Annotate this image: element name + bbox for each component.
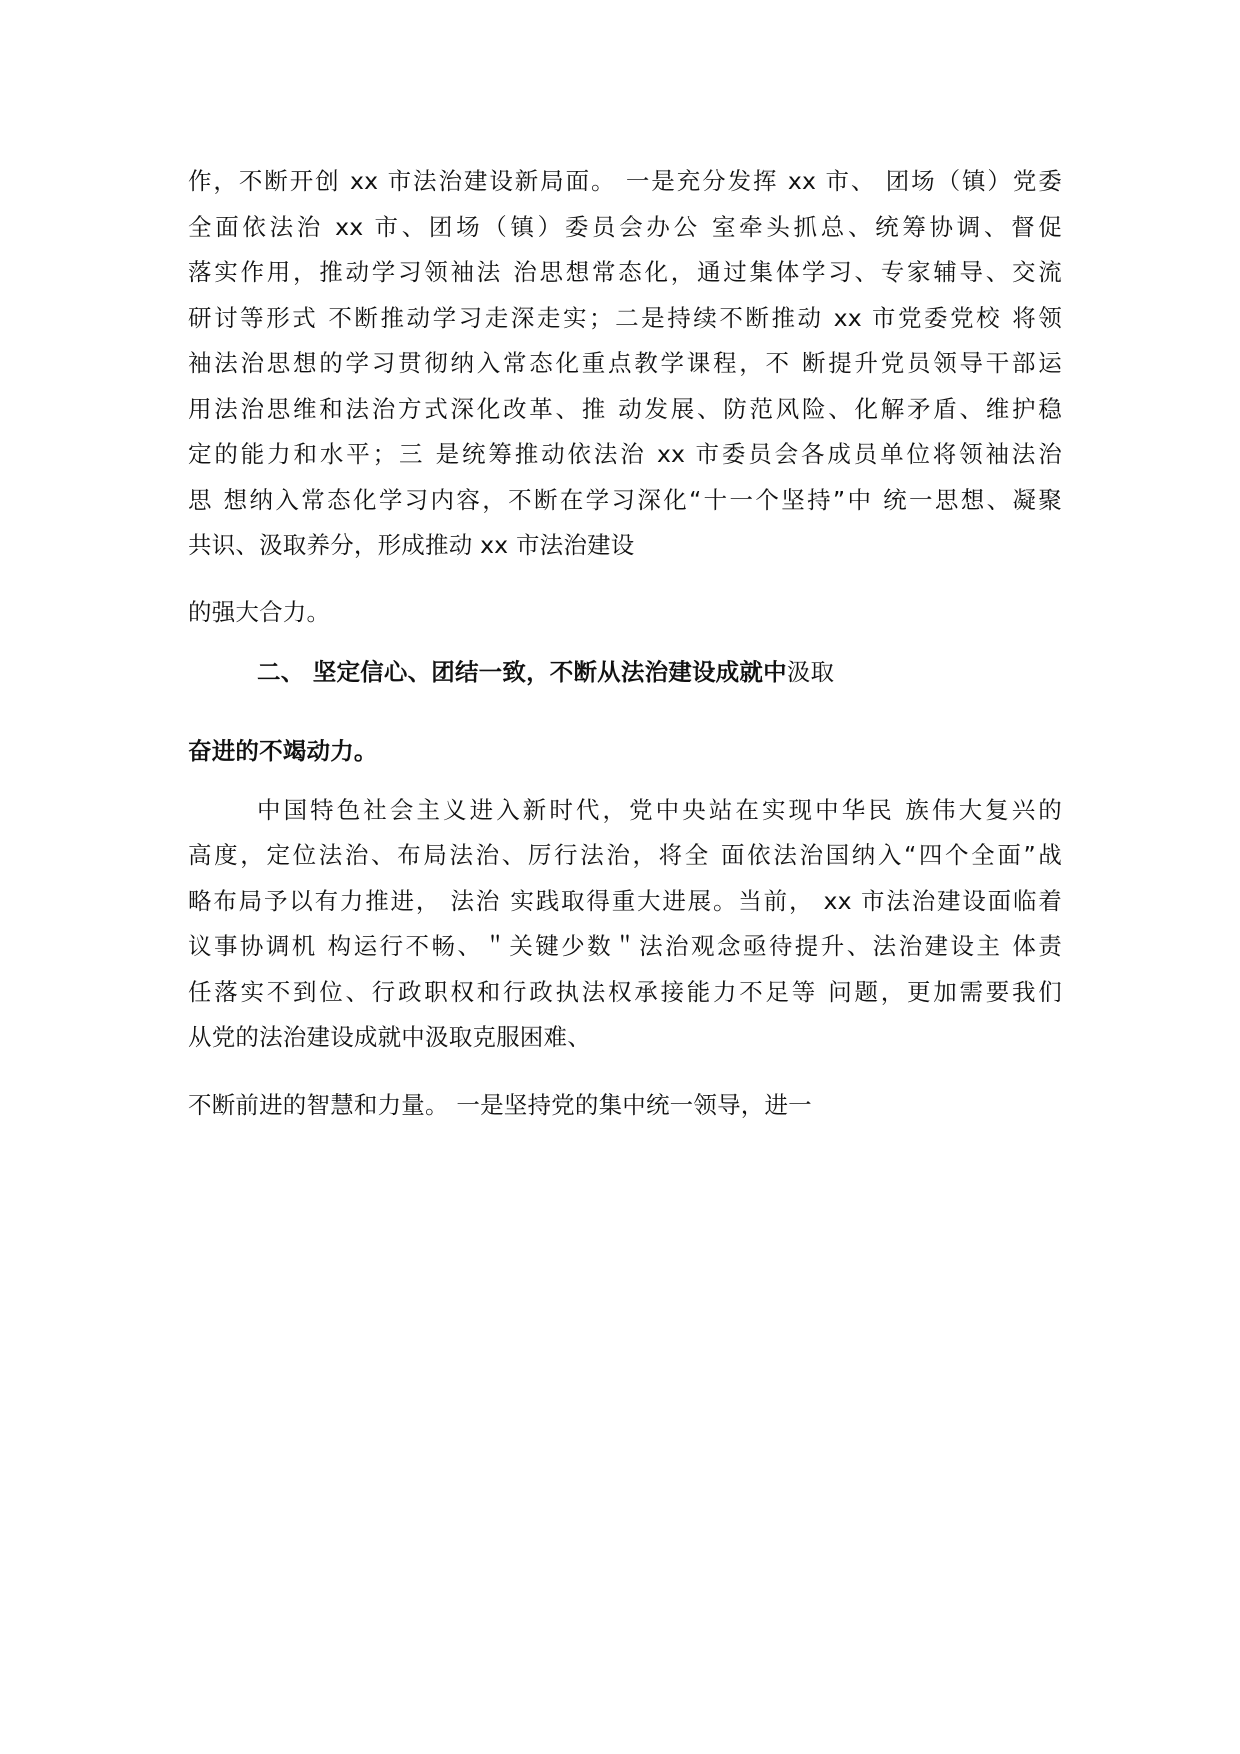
section-heading-continuation: 奋进的不竭动力。 — [188, 737, 378, 765]
paragraph-line: 不断前进的智慧和力量。 一是坚持党的集中统一领导，进一 — [188, 1091, 812, 1119]
paragraph-line: 议事协调机 构运行不畅、＂关键少数＂法治观念亟待提升、法治建设主 体责 — [188, 932, 1062, 960]
paragraph-line: 落实作用，推动学习领袖法 治思想常态化，通过集体学习、专家辅导、交流 — [188, 258, 1062, 286]
paragraph-line: 袖法治思想的学习贯彻纳入常态化重点教学课程，不 断提升党员领导干部运 — [188, 349, 1062, 377]
paragraph-line: 定的能力和水平；三 是统筹推动依法治 xx 市委员会各成员单位将领袖法治 — [188, 440, 1062, 468]
paragraph-line: 的强大合力。 — [188, 598, 331, 626]
paragraph-line: 研讨等形式 不断推动学习走深走实；二是持续不断推动 xx 市党委党校 将领 — [188, 304, 1062, 332]
paragraph-line: 从党的法治建设成就中汲取克服困难、 — [188, 1023, 591, 1051]
paragraph-line: 略布局予以有力推进， 法治 实践取得重大进展。当前， xx 市法治建设面临着 — [188, 887, 1062, 915]
section-heading-bold: 二、 坚定信心、团结一致，不断从法治建设成就中 — [257, 658, 787, 686]
paragraph-line: 高度，定位法治、布局法治、厉行法治，将全 面依法治国纳入“四个全面”战 — [188, 841, 1062, 869]
paragraph-line: 作，不断开创 xx 市法治建设新局面。 一是充分发挥 xx 市、 团场（镇）党委 — [188, 167, 1062, 195]
paragraph-line: 任落实不到位、行政职权和行政执法权承接能力不足等 问题，更加需要我们 — [188, 978, 1062, 1006]
paragraph-line: 全面依法治 xx 市、团场（镇）委员会办公 室牵头抓总、统筹协调、督促 — [188, 213, 1062, 241]
paragraph-line: 思 想纳入常态化学习内容，不断在学习深化“十一个坚持”中 统一思想、凝聚 — [188, 486, 1062, 514]
paragraph-line: 中国特色社会主义进入新时代，党中央站在实现中华民 族伟大复兴的 — [257, 796, 1062, 824]
paragraph-line: 用法治思维和法治方式深化改革、推 动发展、防范风险、化解矛盾、维护稳 — [188, 395, 1062, 423]
paragraph-line: 共识、汲取养分，形成推动 xx 市法治建设 — [188, 531, 635, 559]
section-heading-normal: 汲取 — [786, 658, 835, 686]
section-heading — [257, 657, 834, 687]
